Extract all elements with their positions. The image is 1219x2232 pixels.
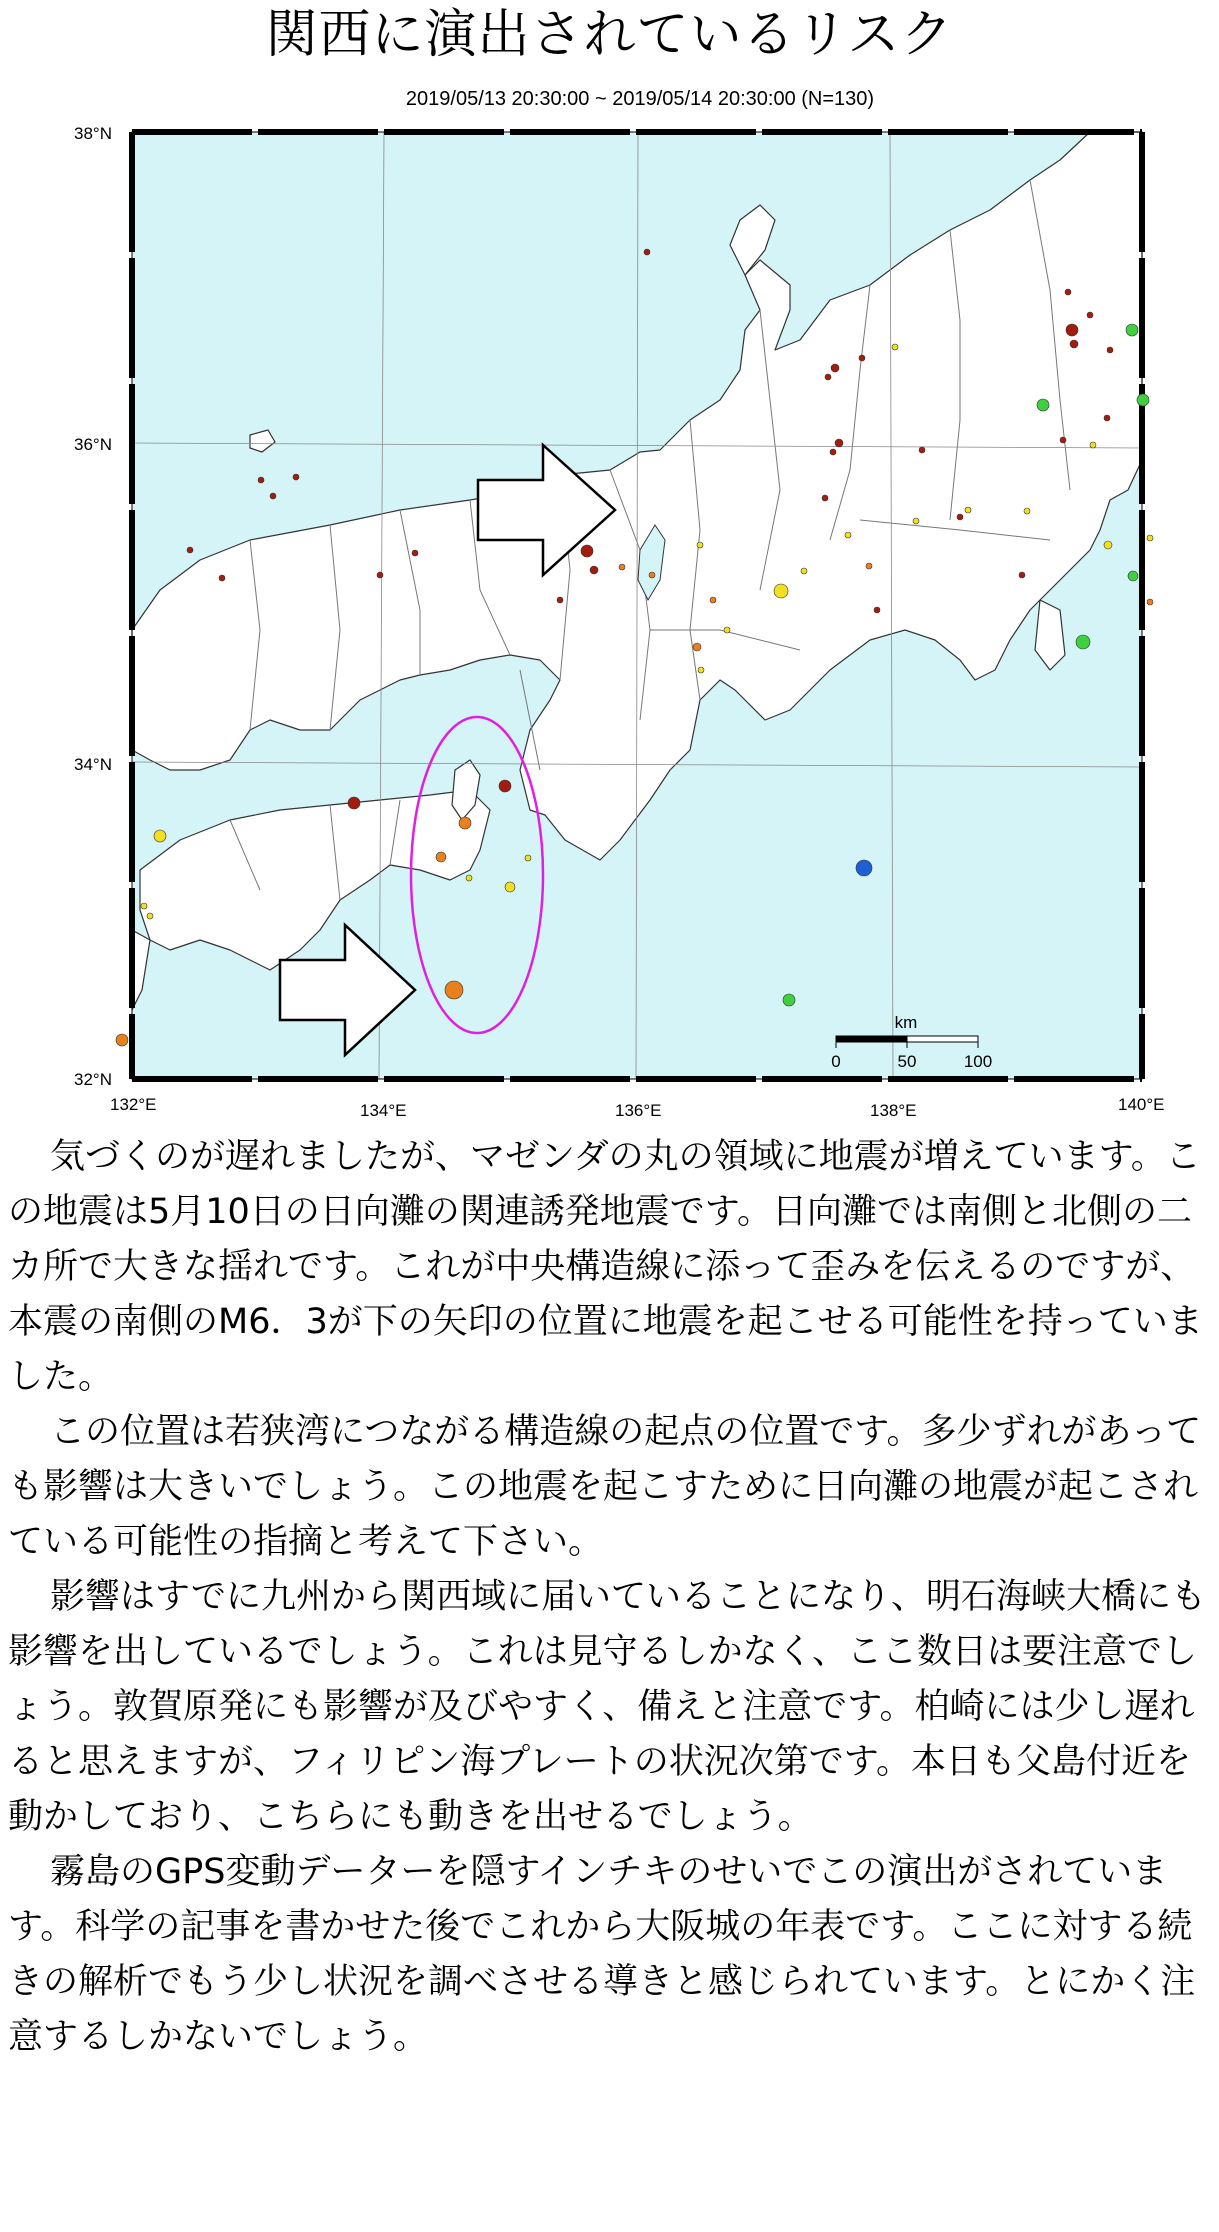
earthquake-marker <box>619 564 625 570</box>
lon-label-140: 140°E <box>1118 1095 1165 1114</box>
earthquake-marker <box>892 344 898 350</box>
earthquake-marker <box>1147 599 1153 605</box>
earthquake-marker <box>1147 535 1153 541</box>
earthquake-marker <box>783 994 795 1006</box>
scale-tick-100: 100 <box>963 1052 993 1071</box>
earthquake-marker <box>445 981 463 999</box>
earthquake-marker <box>1087 312 1093 318</box>
earthquake-marker <box>1104 541 1112 549</box>
lat-label-32: 32°N <box>74 1070 112 1089</box>
earthquake-marker <box>1060 437 1066 443</box>
earthquake-marker <box>116 1034 128 1046</box>
earthquake-marker <box>412 550 418 556</box>
earthquake-marker <box>1024 508 1030 514</box>
lat-label-36: 36°N <box>74 435 112 454</box>
earthquake-marker <box>1070 340 1078 348</box>
earthquake-marker <box>293 474 299 480</box>
lat-label-34: 34°N <box>74 755 112 774</box>
earthquake-marker <box>697 542 703 548</box>
earthquake-marker <box>1065 289 1071 295</box>
earthquake-marker <box>1137 394 1149 406</box>
earthquake-marker <box>1090 442 1096 448</box>
earthquake-marker <box>866 563 872 569</box>
earthquake-marker <box>219 575 225 581</box>
earthquake-marker <box>459 817 471 829</box>
seismic-map <box>0 70 1219 1130</box>
earthquake-marker <box>774 584 788 598</box>
scale-tick-50: 50 <box>897 1052 917 1071</box>
earthquake-marker <box>147 913 153 919</box>
earthquake-marker <box>698 667 704 673</box>
earthquake-marker <box>801 568 807 574</box>
earthquake-marker <box>845 532 851 538</box>
earthquake-marker <box>505 882 515 892</box>
earthquake-marker <box>965 507 971 513</box>
earthquake-marker <box>581 545 593 557</box>
earthquake-marker <box>1128 571 1138 581</box>
earthquake-marker <box>822 495 828 501</box>
earthquake-marker <box>1019 572 1025 578</box>
paragraph: 霧島のGPS変動データーを隠すインチキのせいでこの演出がされています。科学の記事を書かせた後でこれから大阪城の年表です。ここに対する続きの解析でもう少し状況を調べさせる導きと感じられています。とにかく注意するしかないでしょう。 <box>8 1852 1196 2057</box>
paragraph: この位置は若狭湾につながる構造線の起点の位置です。多少ずれがあっても影響は大きいでしょう。この地震を起こすために日向灘の地震が起こされている可能性の指摘と考えて下さい。 <box>8 1412 1202 1562</box>
earthquake-marker <box>957 514 963 520</box>
earthquake-marker <box>830 449 836 455</box>
earthquake-marker <box>525 855 531 861</box>
earthquake-marker <box>466 875 472 881</box>
earthquake-marker <box>270 493 276 499</box>
lon-label-132: 132°E <box>110 1095 157 1114</box>
paragraph: 影響はすでに九州から関西域に届いていることになり、明石海峡大橋にも影響を出しているでしょう。これは見守るしかなく、ここ数日は要注意でしょう。敦賀原発にも影響が及びやすく、備えと注意です。柏崎には少し遅れると思えますが、フィリピン海プレートの状況次第です。本日も父島付近を動かしており、こちらにも動きを出せるでしょう。 <box>8 1577 1207 1837</box>
earthquake-marker <box>187 547 193 553</box>
earthquake-marker <box>1126 324 1138 336</box>
earthquake-marker <box>1107 347 1113 353</box>
earthquake-marker <box>644 249 650 255</box>
earthquake-marker <box>874 607 880 613</box>
earthquake-marker <box>825 374 831 380</box>
lon-label-136: 136°E <box>615 1101 662 1120</box>
earthquake-marker <box>835 439 843 447</box>
lat-label-38: 38°N <box>74 124 112 143</box>
article-body <box>0 1130 1219 2230</box>
earthquake-marker <box>1076 635 1090 649</box>
page-title: 関西に演出されているリスク <box>265 5 954 65</box>
earthquake-marker <box>856 860 872 876</box>
earthquake-marker <box>348 797 360 809</box>
earthquake-marker <box>649 572 655 578</box>
earthquake-marker <box>693 643 701 651</box>
earthquake-marker <box>1104 415 1110 421</box>
lon-label-134: 134°E <box>360 1101 407 1120</box>
earthquake-marker <box>1037 399 1049 411</box>
earthquake-marker <box>1066 324 1078 336</box>
lon-label-138: 138°E <box>870 1101 917 1120</box>
earthquake-marker <box>724 627 730 633</box>
earthquake-marker <box>557 597 563 603</box>
scale-unit: km <box>894 1013 918 1032</box>
map-subtitle: 2019/05/13 20:30:00 ~ 2019/05/14 20:30:00 (N=130) <box>405 88 875 110</box>
earthquake-marker <box>154 830 166 842</box>
scale-tick-0: 0 <box>831 1052 841 1071</box>
earthquake-marker <box>499 780 511 792</box>
earthquake-marker <box>590 566 598 574</box>
earthquake-marker <box>258 477 264 483</box>
earthquake-marker <box>859 355 865 361</box>
earthquake-marker <box>919 447 925 453</box>
earthquake-marker <box>377 572 383 578</box>
earthquake-marker <box>436 852 446 862</box>
earthquake-marker <box>831 364 839 372</box>
earthquake-marker <box>710 597 716 603</box>
paragraph: 気づくのが遅れましたが、マゼンダの丸の領域に地震が増えています。この地震は5月10日の日向灘の関連誘発地震です。日向灘では南側と北側の二カ所で大きな揺れです。これが中央構造線に添って歪みを伝えるのですが、本震の南側のM6．3が下の矢印の位置に地震を起こせる可能性を持っていました。 <box>8 1137 1203 1397</box>
earthquake-marker <box>141 903 147 909</box>
earthquake-marker <box>913 518 919 524</box>
